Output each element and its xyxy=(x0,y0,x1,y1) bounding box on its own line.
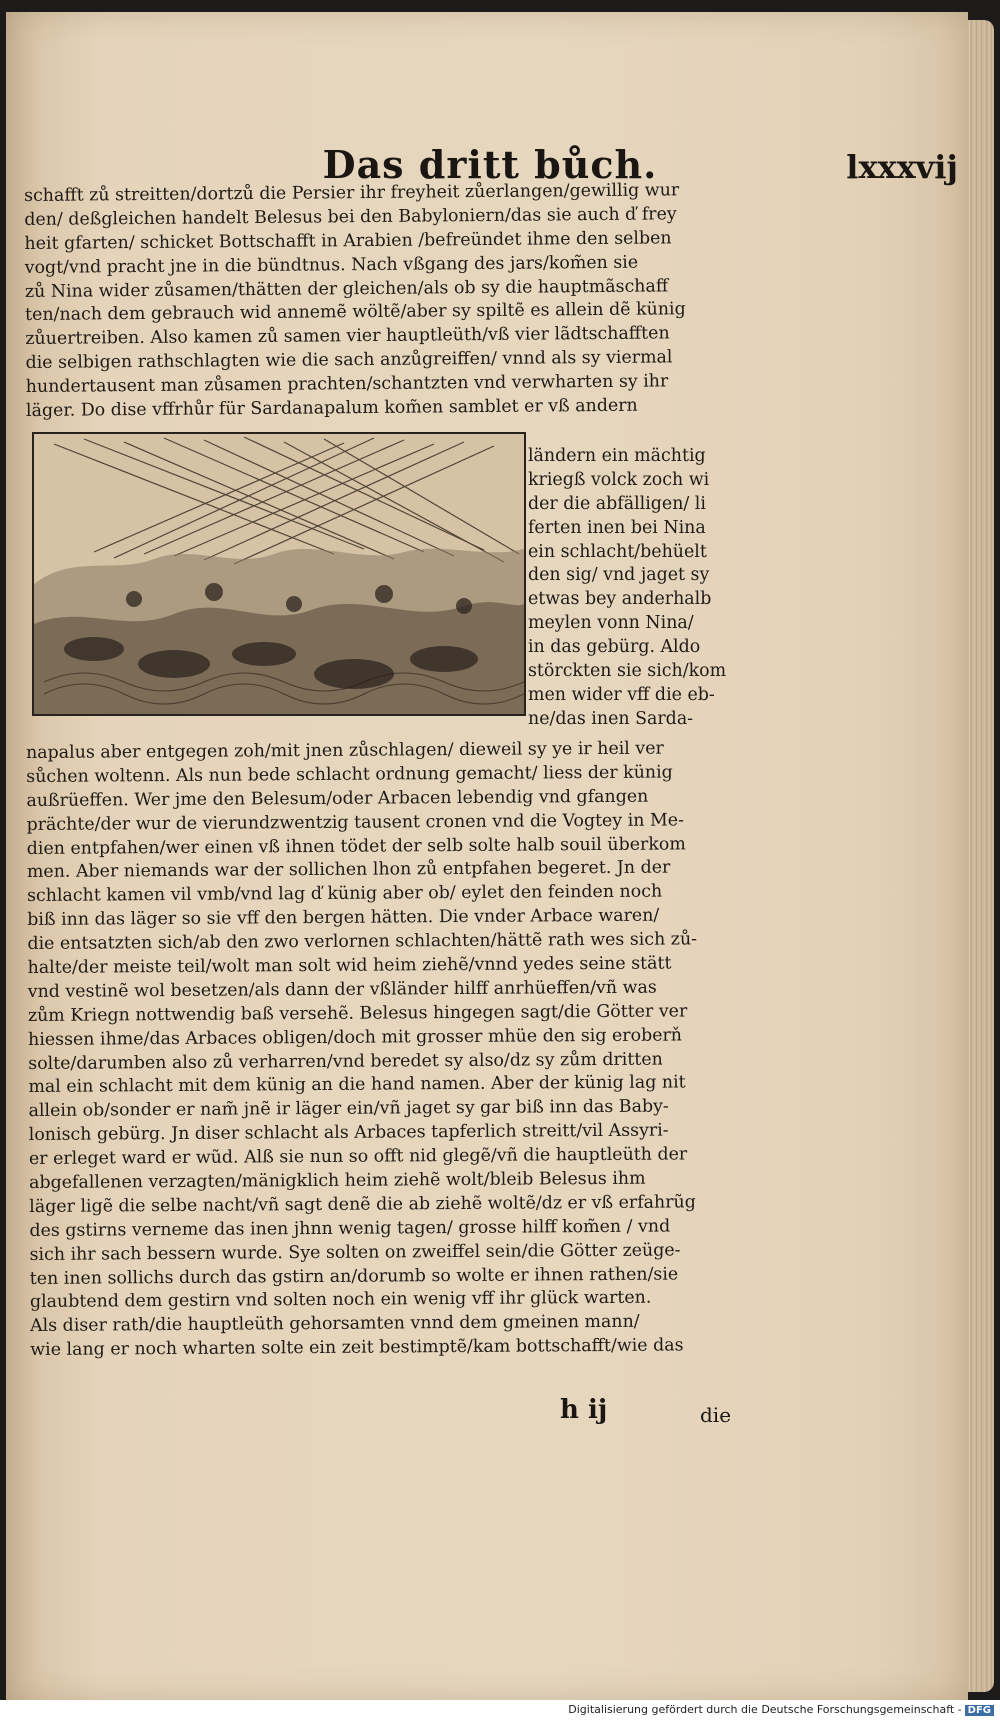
text-line: der die abfälligen/ li xyxy=(528,493,706,514)
text-line: schafft zů streitten/dortzů die Persier ihr freyheit zůerlangen/gewillig wur xyxy=(24,180,680,206)
text-line: den/ deßgleichen handelt Belesus bei den Babyloniern/das sie auch ď frey xyxy=(24,204,677,230)
text-line: dien entpfahen/wer einen vß ihnen tödet der selb solte halb souil überkom xyxy=(26,833,686,859)
text-line: kriegß volck zoch wi xyxy=(528,469,710,490)
text-line: ländern ein mächtig xyxy=(528,446,706,466)
text-line: prächte/der wur de vierundzwentzig tausent cronen vnd die Vogtey in Me- xyxy=(26,810,685,835)
text-line: zůuertreiben. Also kamen zů samen vier hauptleüth/vß vier lãdtschafften xyxy=(25,323,670,350)
text-line: abgefallenen verzagten/mänigklich heim ziehẽ wolt/bleib Belesus ihm xyxy=(29,1168,646,1194)
text-line: außrüeffen. Wer jme den Belesum/oder Arbacen lebendig vnd gfangen xyxy=(26,786,649,811)
text-line: sich ihr sach bessern wurde. Sye solten on zweiffel sein/die Götter zeüge- xyxy=(29,1240,681,1265)
text-line: er erleget ward er wũd. Alß sie nun so offt nid glegẽ/vñ die hauptleüth der xyxy=(28,1144,688,1170)
dfg-logo: DFG xyxy=(965,1705,994,1716)
text-block-main xyxy=(26,737,751,1395)
folio-number: lxxxvij xyxy=(846,148,958,186)
text-line: läger. Do dise vffrhůr für Sardanapalum kom̃en samblet er vß andern xyxy=(25,395,638,422)
text-line: heit gfarten/ schicket Bottschafft in Arabien /befreündet ihme den selben xyxy=(24,228,672,254)
page-edges xyxy=(968,20,994,1692)
text-line: allein ob/sonder er nam̃ jnẽ ir läger ein/vñ jaget sy gar biß inn das Baby- xyxy=(28,1096,669,1122)
text-line: zům Kriegn nottwendig baß versehẽ. Belesus hingegen sagt/die Götter ver xyxy=(27,1001,688,1026)
text-line: Als diser rath/die hauptleüth gehorsamten vnnd dem gmeinen mann/ xyxy=(30,1312,640,1337)
text-line: halte/der meiste teil/wolt man solt wid heim ziehẽ/vnnd yedes seine stätt xyxy=(27,953,672,979)
text-line: störckten sie sich/kom xyxy=(528,661,727,682)
text-line: läger ligẽ die selbe nacht/vñ sagt denẽ die ab ziehẽ woltẽ/dz er vß erfahrũg xyxy=(29,1192,696,1217)
text-block-top xyxy=(24,179,756,449)
text-line: meylen vonn Nina/ xyxy=(528,613,694,634)
text-line: den sig/ vnd jaget sy xyxy=(528,565,710,586)
text-line: wie lang er noch wharten solte ein zeit bestimptẽ/kam bottschafft/wie das xyxy=(30,1335,684,1361)
digitization-credit xyxy=(500,1703,994,1719)
text-line: lonisch gebürg. Jn diser schlacht als Arbaces tapferlich streitt/vil Assyri- xyxy=(28,1120,669,1146)
text-line: vnd vestinẽ wol besetzen/als dann der vßländer hilff anrhüeffen/vñ was xyxy=(27,977,657,1002)
catchword: die xyxy=(700,1403,732,1427)
text-line: schlacht kamen vil vmb/vnd lag ď künig aber ob/ eylet den feinden noch xyxy=(27,881,663,907)
running-title: Das dritt bůch. xyxy=(322,142,658,187)
text-line: zů Nina wider zůsamen/thätten der gleichen/als ob sy die hauptmãschaff xyxy=(24,275,669,302)
text-line: mal ein schlacht mit dem künig an die hand namen. Aber der künig lag nit xyxy=(28,1072,686,1098)
text-line: ten inen sollichs durch das gstirn an/dorumb so wolte er ihnen rathen/sie xyxy=(29,1264,679,1289)
battle-scene-image xyxy=(34,434,524,714)
text-line: hiessen ihme/das Arbaces obligen/doch mit grosser mhüe den sig eroberň xyxy=(28,1025,683,1050)
text-line: in das gebürg. Aldo xyxy=(528,637,701,658)
text-line: hundertausent man zůsamen prachten/schantzten vnd verwharten sy ihr xyxy=(25,371,669,398)
text-line: etwas bey anderhalb xyxy=(528,589,712,610)
text-line: ferten inen bei Nina xyxy=(528,517,706,538)
text-line: die selbigen rathschlagten wie die sach anzůgreiffen/ vnnd als sy viermal xyxy=(25,347,673,374)
text-line: biß inn das läger so sie vff den bergen hätten. Die vnder Arbace waren/ xyxy=(27,905,660,931)
text-line: men wider vff die eb- xyxy=(528,684,715,705)
text-line: ne/das inen Sarda- xyxy=(528,708,694,729)
text-line: solte/darumben also zů verharren/vnd beredet sy also/dz sy zům dritten xyxy=(28,1049,663,1074)
text-block-beside-image xyxy=(528,445,738,755)
text-line: vogt/vnd pracht jne in die bündtnus. Nach vßgang des jars/kom̃en sie xyxy=(24,252,639,278)
text-line: ein schlacht/behüelt xyxy=(528,541,707,562)
text-line: die entsatzten sich/ab den zwo verlornen schlachten/hättẽ rath wes sich zů- xyxy=(27,929,698,955)
signature-mark: h ij xyxy=(560,1395,608,1425)
text-line: sůchen woltenn. Als nun bede schlacht ordnung gemacht/ liess der künig xyxy=(26,762,673,787)
text-line: des gstirns verneme das inen jhnn wenig tagen/ grosse hilff kom̃en / vnd xyxy=(29,1216,671,1241)
text-line: glaubtend dem gestirn vnd solten noch ein wenig vff ihr glück warten. xyxy=(29,1288,652,1313)
text-line: napalus aber entgegen zoh/mit jnen zůschlagen/ dieweil sy ye ir heil ver xyxy=(26,738,664,763)
text-line: men. Aber niemands war der sollichen lhon zů entpfahen begeret. Jn der xyxy=(26,857,671,883)
text-line: ten/nach dem gebrauch wid annemẽ wöltẽ/aber sy spiltẽ es allein dẽ künig xyxy=(25,299,686,326)
woodcut-illustration xyxy=(32,432,526,716)
credit-text: Digitalisierung gefördert durch die Deutsche Forschungsgemeinschaft - xyxy=(568,1703,962,1716)
